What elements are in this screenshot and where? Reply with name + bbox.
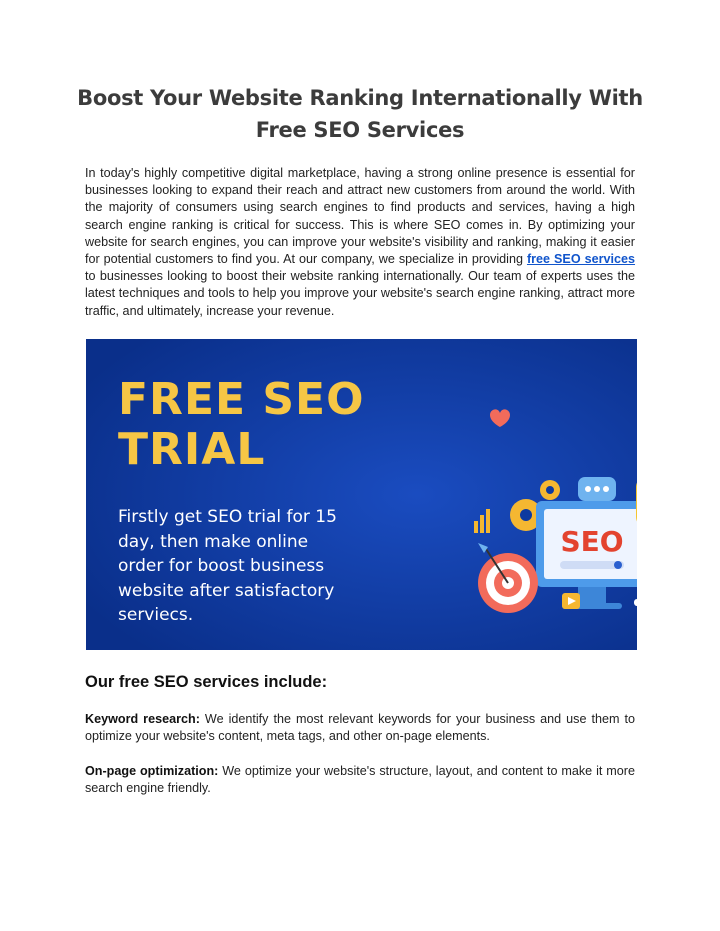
play-icon (562, 593, 580, 609)
target-icon (478, 543, 538, 613)
banner-title (118, 375, 365, 475)
service-description: We identify the most relevant keywords for your business and use them to optimize your website's content, meta tags, and other on-page elements. (85, 712, 635, 744)
monitor-seo-word: SEO (560, 525, 624, 558)
banner-text-line: serviecs. (118, 605, 194, 625)
banner-title-line-2: TRIAL (118, 424, 266, 475)
service-label: On-page optimization: (85, 764, 219, 778)
seo-illustration (366, 359, 637, 650)
banner-text-line: Firstly get SEO trial for 15 (118, 507, 337, 527)
page-title (60, 82, 660, 146)
banner-text-line: day, then make online (118, 531, 309, 552)
banner-text (118, 505, 388, 628)
service-label: Keyword research: (85, 712, 200, 726)
title-line-1: Boost Your Website Ranking Internationally With (77, 86, 643, 110)
free-seo-services-link[interactable]: free SEO services (526, 252, 636, 267)
banner-title-line-1: FREE SEO (118, 374, 365, 425)
monitor-icon (536, 501, 637, 609)
intro-text-after-link: to businesses looking to boost their website ranking internationally. Our team of experts uses the latest techniques and tools to help you improve your website's search engine ranking, attract more traffic, and ultimately, increase your revenue. (85, 269, 635, 318)
intro-paragraph (85, 165, 635, 320)
heart-icon (490, 409, 510, 427)
service-description: We optimize your website's structure, layout, and content to make it more search engine friendly. (85, 764, 635, 796)
free-seo-trial-banner (86, 339, 637, 650)
title-line-2: Free SEO Services (255, 118, 465, 142)
services-heading: Our free SEO services include: (85, 673, 328, 691)
banner-text-line: website after satisfactory (118, 580, 335, 601)
banner-text-line: order for boost business (118, 556, 325, 576)
intro-text-before-link: In today's highly competitive digital marketplace, having a strong online presence is essential for businesses looking to expand their reach and attract new customers from around the world. With the majority of consumers using search engines to find products and services, having a high search engine ranking is critical for success. This is where SEO comes in. By optimizing your website for search engines, you can improve your website's visibility and ranking, making it easier for potential customers to find you. At our company, we specialize in providing (85, 166, 635, 267)
bar-chart-icon (474, 509, 490, 533)
service-item-on-page-optimization (85, 763, 635, 797)
service-item-keyword-research (85, 711, 635, 745)
